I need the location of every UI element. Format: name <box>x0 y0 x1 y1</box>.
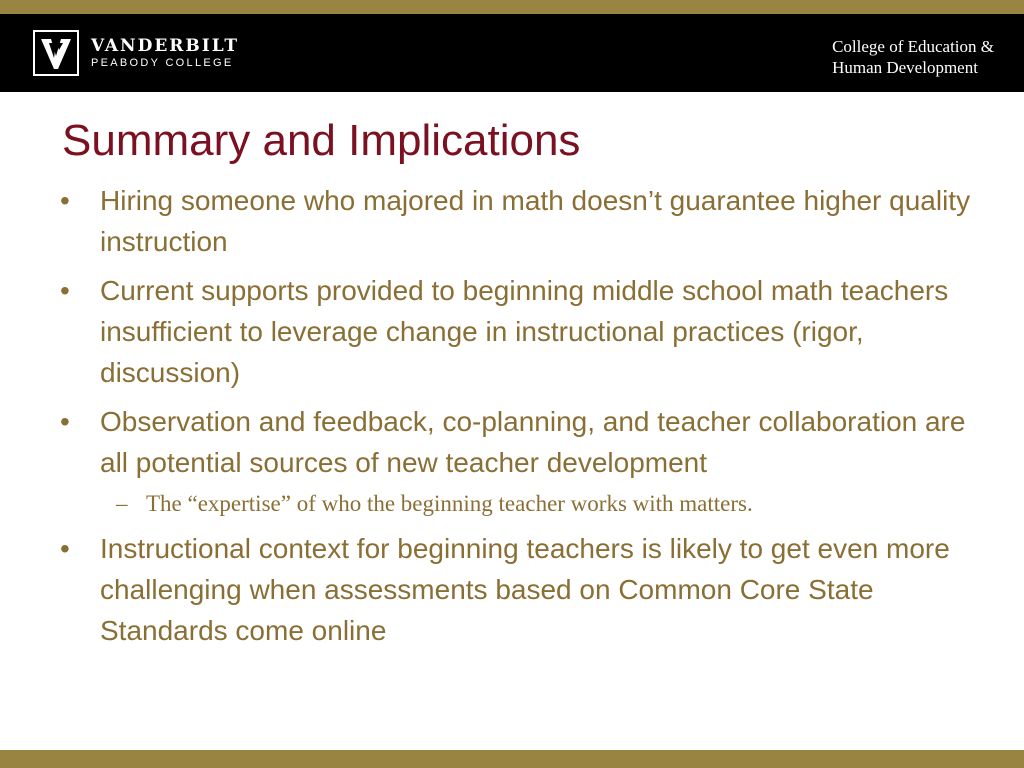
bullet-item <box>58 401 978 520</box>
college-name-line-1: College of Education & <box>832 37 994 56</box>
bullet-item <box>58 180 978 262</box>
vanderbilt-logo-icon <box>33 30 79 76</box>
vanderbilt-logo <box>33 30 239 76</box>
sub-bullet-item <box>100 487 978 520</box>
header-band <box>0 14 1024 92</box>
sub-bullet-list <box>100 487 978 520</box>
college-name-line-2: Human Development <box>832 58 978 77</box>
top-gold-bar <box>0 0 1024 14</box>
sub-bullet-marker: – <box>116 491 128 516</box>
logo-text <box>91 36 239 70</box>
logo-subtitle: PEABODY COLLEGE <box>91 57 234 69</box>
logo-name: VANDERBILT <box>91 36 239 56</box>
college-name <box>832 36 994 78</box>
bullet-item <box>58 270 978 393</box>
bottom-gold-bar <box>0 750 1024 768</box>
bullet-marker: • <box>60 533 70 564</box>
bullet-text: Current supports provided to beginning middle school math teachers insufficient to leverage change in instructional practices (rigor, discussion) <box>100 275 949 388</box>
bullet-marker: • <box>60 406 70 437</box>
bullet-item <box>58 528 978 651</box>
bullet-text: Observation and feedback, co-planning, and teacher collaboration are all potential sources of new teacher development <box>100 406 966 478</box>
slide-title: Summary and Implications <box>62 116 581 165</box>
bullet-marker: • <box>60 185 70 216</box>
bullet-text: Instructional context for beginning teachers is likely to get even more challenging when assessments based on Common Core State Standards come online <box>100 533 950 646</box>
bullet-text: Hiring someone who majored in math doesn’t guarantee higher quality instruction <box>100 185 971 257</box>
sub-bullet-text: The “expertise” of who the beginning teacher works with matters. <box>146 491 753 516</box>
bullet-marker: • <box>60 275 70 306</box>
bullet-list <box>58 180 978 659</box>
